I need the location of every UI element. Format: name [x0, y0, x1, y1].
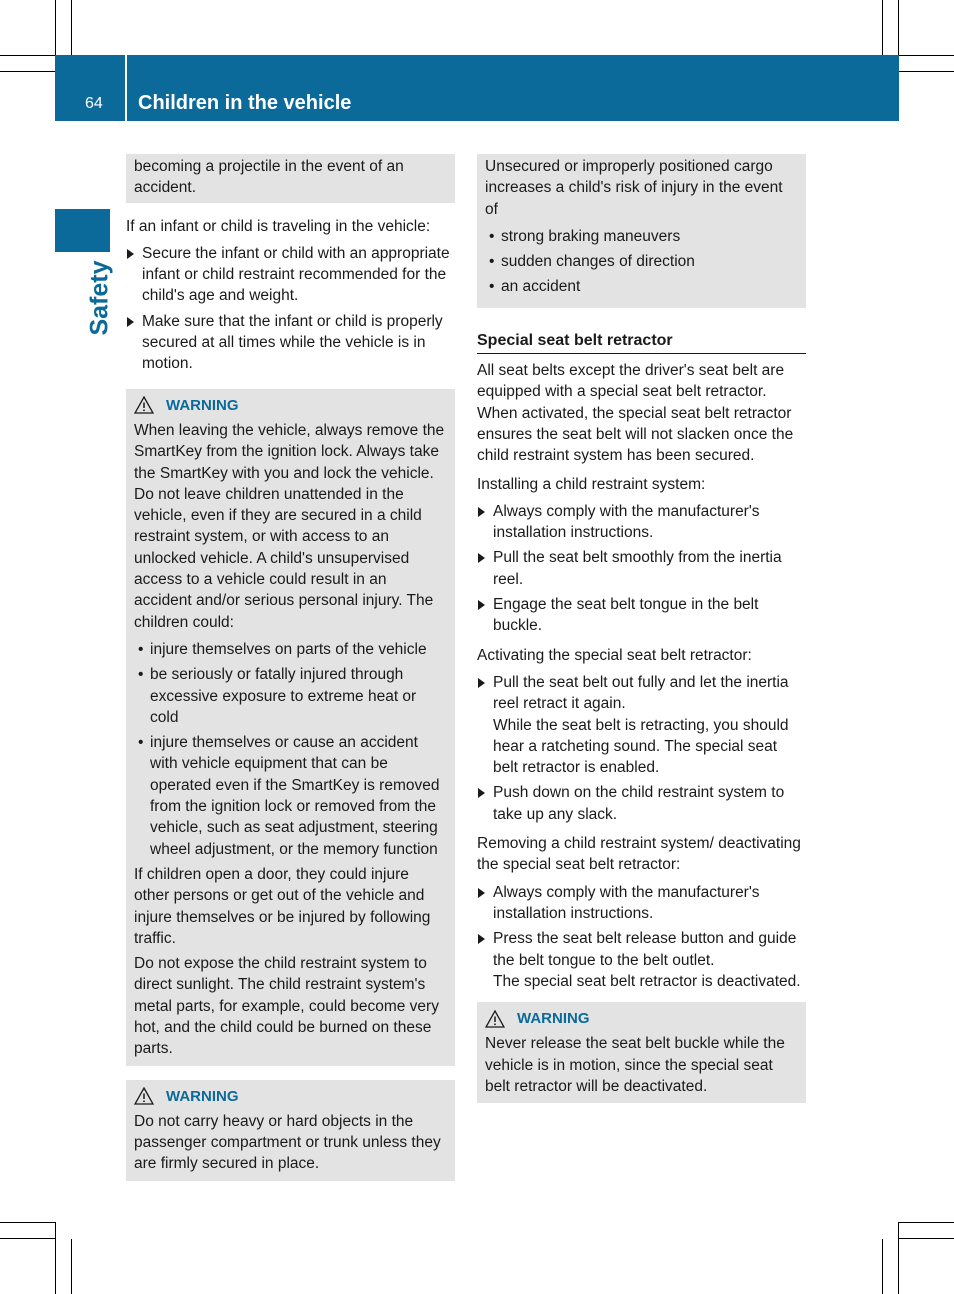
warning-text: Do not expose the child restraint system to direct sunlight. The child restraint system's metal parts, for example, could become very hot, and the child could be burned on these parts. — [134, 955, 439, 1058]
crop-mark — [0, 71, 55, 72]
warning-text: If children open a door, they could injure other persons or get out of the vehicle and injure themselves or be injured by following traffic. — [134, 865, 431, 947]
install-label: Installing a child restraint system: — [477, 475, 706, 493]
step-text: Secure the infant or child with an appropriate infant or child restraint recommended for the child's age and weight. — [142, 244, 450, 305]
step-item — [477, 501, 806, 544]
step-note: The special seat belt retractor is deactivated. — [493, 972, 801, 990]
cargo-bullet: • sudden changes of direction — [485, 251, 798, 272]
remove-step-list — [477, 882, 806, 992]
warning-text: When leaving the vehicle, always remove the SmartKey from the ignition lock. Always take the SmartKey with you and lock the vehicle. Do not leave children unattended in the vehicle, even if they are secured in a child restraint system, or with access to an unlocked vehicle. A child's unsupervised access to a vehicle could result in an accident and/or serious personal injury. The children could: — [134, 421, 445, 631]
step-text: Press the seat belt release button and guide the belt tongue to the belt outlet. — [493, 930, 797, 969]
crop-mark — [0, 1238, 55, 1239]
section-heading: Special seat belt retractor — [477, 330, 806, 354]
header-divider — [125, 55, 127, 121]
continued-text: becoming a projectile in the event of an accident. — [134, 158, 404, 197]
warning-label: WARNING — [166, 396, 239, 414]
left-column — [126, 154, 455, 1181]
step-item — [477, 928, 806, 992]
step-text: Pull the seat belt smoothly from the inertia reel. — [493, 549, 782, 588]
step-item — [477, 882, 806, 925]
remove-label: Removing a child restraint system/ deactivating the special seat belt retractor: — [477, 835, 801, 874]
warning-header — [134, 1086, 447, 1107]
step-item — [126, 311, 455, 375]
step-item — [477, 547, 806, 590]
arrow-bullet-icon — [478, 888, 485, 898]
warning-label: WARNING — [517, 1010, 590, 1028]
step-list — [126, 243, 455, 375]
step-text: Always comply with the manufacturer's installation instructions. — [493, 883, 760, 922]
arrow-bullet-icon — [478, 507, 485, 517]
step-item — [126, 243, 455, 307]
step-text: Push down on the child restraint system to take up any slack. — [493, 784, 785, 823]
warning-header — [134, 395, 447, 416]
crop-mark — [71, 1239, 72, 1294]
page-number: 64 — [85, 95, 103, 112]
warning-bullet: • be seriously or fatally injured through excessive exposure to extreme heat or cold — [134, 664, 447, 728]
warning-triangle-icon — [134, 396, 154, 414]
continued-text: Unsecured or improperly positioned cargo increases a child's risk of injury in the event of — [485, 158, 783, 218]
cargo-bullet: • strong braking maneuvers — [485, 226, 798, 247]
warning-header — [485, 1008, 798, 1029]
crop-mark — [882, 0, 883, 55]
warning-box — [126, 1080, 455, 1181]
crop-mark — [899, 71, 954, 72]
arrow-bullet-icon — [478, 553, 485, 563]
warning-triangle-icon — [485, 1010, 505, 1028]
step-text: Pull the seat belt out fully and let the inertia reel retract it again. — [493, 673, 789, 713]
arrow-bullet-icon — [127, 317, 134, 327]
warning-bullet: • injure themselves on parts of the vehicle — [134, 639, 447, 660]
crop-mark — [55, 1222, 56, 1294]
step-item — [477, 782, 806, 825]
arrow-bullet-icon — [478, 678, 485, 688]
warning-box — [126, 389, 455, 1066]
arrow-bullet-icon — [478, 600, 485, 610]
crop-mark — [71, 0, 72, 55]
page-header — [55, 55, 899, 121]
arrow-bullet-icon — [127, 249, 134, 259]
cargo-bullet: • an accident — [485, 276, 798, 297]
warning-box — [477, 1002, 806, 1103]
right-column — [477, 154, 806, 1103]
crop-mark — [0, 1222, 55, 1223]
arrow-bullet-icon — [478, 934, 485, 944]
continued-box — [477, 154, 806, 308]
warning-bullet-list — [134, 639, 447, 860]
intro-text: All seat belts except the driver's seat belt are equipped with a special seat belt retractor. When activated, the special seat belt retractor ensures the seat belt will not slacken once the child restraint system has been secured. — [477, 362, 794, 465]
continued-box — [126, 154, 455, 203]
step-note: While the seat belt is retracting, you should hear a ratcheting sound. The special seat belt retractor is enabled. — [493, 716, 789, 777]
crop-mark — [882, 1239, 883, 1294]
step-text: Always comply with the manufacturer's installation instructions. — [493, 502, 760, 542]
step-text: Make sure that the infant or child is properly secured at all times while the vehicle is in motion. — [142, 312, 443, 373]
warning-label: WARNING — [166, 1087, 239, 1105]
install-step-list — [477, 501, 806, 637]
step-item — [477, 594, 806, 637]
activate-label: Activating the special seat belt retractor: — [477, 646, 752, 664]
warning-bullet: • injure themselves or cause an accident with vehicle equipment that can be operated even if the SmartKey is removed from the ignition lock or removed from the vehicle, such as seat adjustment, steering wheel adjustment, or the memory function — [134, 732, 447, 860]
warning-text: Do not carry heavy or hard objects in the passenger compartment or trunk unless they are firmly secured in place. — [134, 1112, 441, 1173]
crop-mark — [899, 55, 954, 56]
arrow-bullet-icon — [478, 788, 485, 798]
page-title: Children in the vehicle — [138, 92, 352, 114]
cargo-bullet-list — [485, 226, 798, 298]
crop-mark — [899, 1238, 954, 1239]
warning-triangle-icon — [134, 1087, 154, 1105]
activate-step-list — [477, 672, 806, 825]
step-text: Engage the seat belt tongue in the belt buckle. — [493, 596, 759, 635]
intro-text: If an infant or child is traveling in the vehicle: — [126, 217, 431, 235]
section-tab-label: Safety — [85, 260, 114, 336]
crop-mark — [0, 55, 55, 56]
warning-text: Never release the seat belt buckle while the vehicle is in motion, since the special seat belt retractor will be deactivated. — [485, 1035, 785, 1095]
section-tab — [55, 209, 110, 252]
crop-mark — [899, 1222, 954, 1223]
step-item — [477, 672, 806, 778]
crop-mark — [898, 1222, 899, 1294]
